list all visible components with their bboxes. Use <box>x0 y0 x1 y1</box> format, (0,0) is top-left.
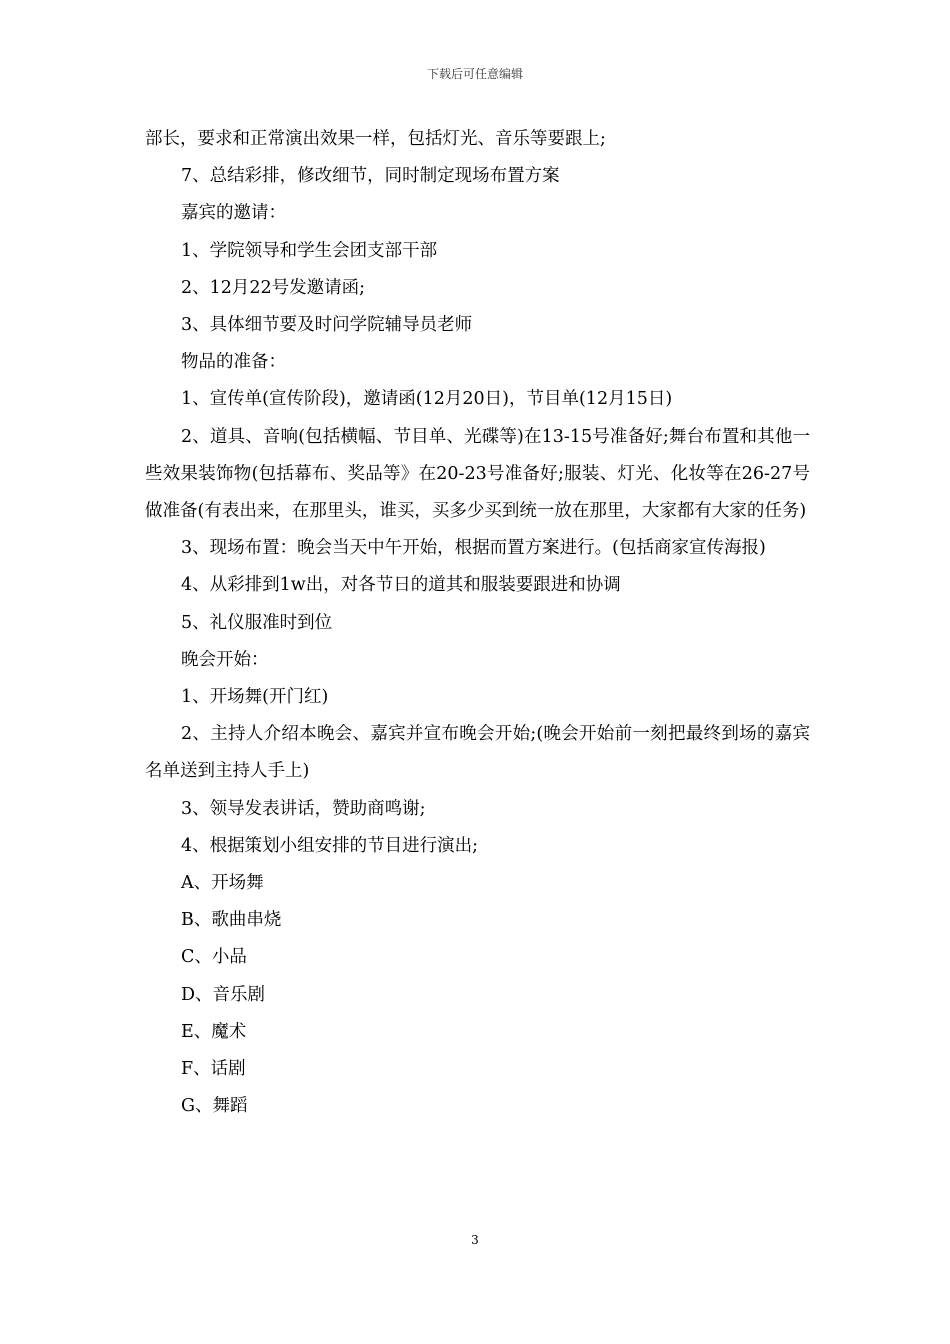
list-item: 3、现场布置：晚会当天中午开始，根据而置方案进行。(包括商家宣传海报) <box>181 538 766 559</box>
paragraph: 部长，要求和正常演出效果一样，包括灯光、音乐等要跟上; <box>145 129 606 149</box>
program-item: B、歌曲串烧 <box>181 910 282 931</box>
list-item: 1、开场舞(开门红) <box>181 687 329 708</box>
paragraph: 7、总结彩排，修改细节，同时制定现场布置方案 <box>181 166 560 187</box>
program-item: F、话剧 <box>181 1059 246 1080</box>
list-item: 1、宣传单(宣传阶段)，邀请函(12月20日)，节目单(12月15日) <box>181 389 673 410</box>
list-item: 2、道具、音响(包括横幅、节目单、光碟等)在13-15号准备好;舞台布置和其他一些效果装饰物(包括幕布、奖品等》在20-23号准备好;服装、灯光、化妆等在26-27号做准备(有表出来，在那里头，谁买，买多少买到统一放在那里，大家都有大家的任务) <box>145 426 810 522</box>
list-item: 2、12月22号发邀请函; <box>181 277 366 298</box>
section-heading: 物品的准备： <box>181 352 286 373</box>
list-item: 3、领导发表讲话，赞助商鸣谢; <box>181 798 426 819</box>
page-header: 下载后可任意编辑 <box>426 67 523 81</box>
section-heading: 嘉宾的邀请： <box>181 203 286 224</box>
list-item: 5、礼仪服准时到位 <box>181 612 333 633</box>
list-item: 3、具体细节要及时问学院辅导员老师 <box>181 315 473 336</box>
program-item: A、开场舞 <box>181 873 264 894</box>
program-item: G、舞蹈 <box>181 1096 248 1117</box>
document-body <box>145 121 810 1125</box>
page-number: 3 <box>471 1233 479 1247</box>
section-heading: 晚会开始： <box>181 649 269 670</box>
list-item: 2、主持人介绍本晚会、嘉宾并宣布晚会开始;(晚会开始前一刻把最终到场的嘉宾名单送到主持人手上) <box>145 724 810 782</box>
program-item: C、小品 <box>181 947 247 968</box>
program-item: D、音乐剧 <box>181 984 266 1005</box>
list-item: 4、从彩排到1w出，对各节日的道其和服装要跟进和协调 <box>181 575 621 596</box>
list-item: 1、学院领导和学生会团支部干部 <box>181 240 438 261</box>
list-item: 4、根据策划小组安排的节目进行演出; <box>181 835 479 856</box>
program-item: E、魔术 <box>181 1021 247 1042</box>
